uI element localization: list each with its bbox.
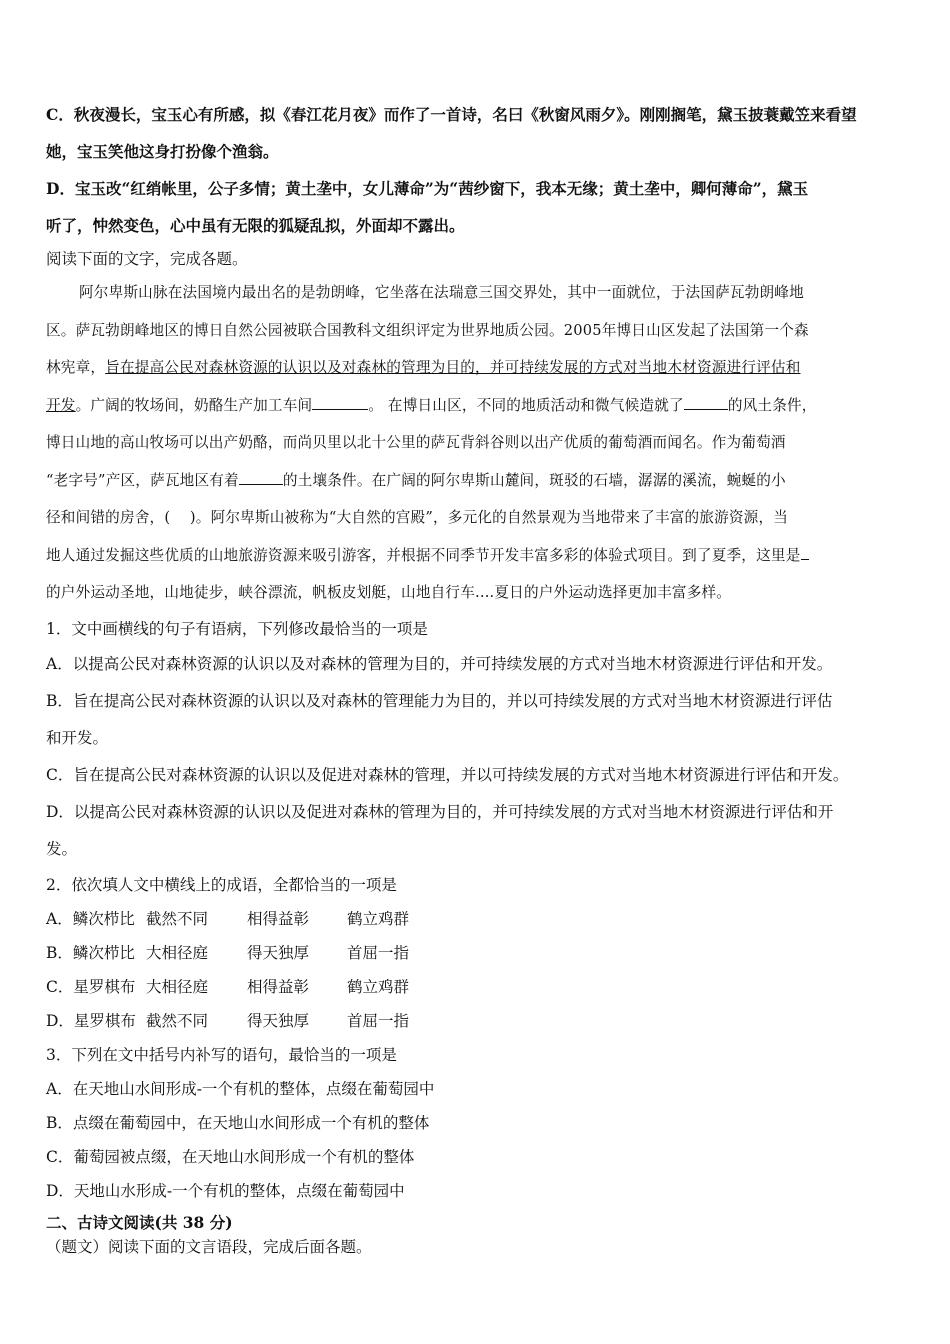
reading-passage bbox=[46, 274, 906, 612]
passage-text: 。 在博日山区，不同的地质活动和微气候造就了 bbox=[368, 396, 684, 414]
idiom: C．星罗棋布 bbox=[46, 977, 136, 996]
idiom: 截然不同 bbox=[146, 909, 209, 928]
question-3 bbox=[46, 1038, 906, 1208]
option-a bbox=[46, 902, 906, 936]
passage-line: 阿尔卑斯山脉在法国境内最出名的是勃朗峰，它坐落在法瑞意三国交界处，其中一面就位，于法国萨瓦勃朗峰地 bbox=[79, 284, 804, 301]
passage-line bbox=[46, 349, 906, 387]
passage-text: 。广阔的牧场间，奶酪生产加工车间 bbox=[75, 396, 313, 414]
underlined-sentence: 旨在提高公民对森林资源的认识以及对森林的管理为目的，并可持续发展的方式对当地木材资源进行评估和 bbox=[105, 359, 801, 376]
option-c: C．葡萄园被点缀，在天地山水间形成一个有机的整体 bbox=[46, 1147, 415, 1166]
idiom: D．星罗棋布 bbox=[46, 1011, 136, 1030]
fill-blank-2 bbox=[684, 395, 728, 410]
idiom: 得天独厚 bbox=[247, 943, 310, 962]
fill-blank-1 bbox=[312, 395, 368, 410]
idiom: 首屈一指 bbox=[347, 943, 410, 962]
option-a: A．以提高公民对森林资源的认识以及对森林的管理为目的，并可持续发展的方式对当地木材资源进行评估和开发。 bbox=[46, 654, 833, 673]
idiom: 大相径庭 bbox=[146, 977, 209, 996]
question-stem: 3．下列在文中括号内补写的语句，最恰当的一项是 bbox=[46, 1045, 397, 1064]
option-b bbox=[46, 936, 906, 970]
exam-page bbox=[46, 96, 906, 1259]
idiom: 相得益彰 bbox=[247, 977, 310, 996]
option-d bbox=[46, 1004, 906, 1038]
fill-blank-4 bbox=[801, 545, 809, 560]
option-b-cont: 和开发。 bbox=[46, 728, 109, 747]
passage-text: 林宪章， bbox=[46, 359, 106, 376]
option-b: B．旨在提高公民对森林资源的认识以及对森林的管理能力为目的，并以可持续发展的方式对当地木材资源进行评估 bbox=[46, 691, 833, 710]
passage-line: 的户外运动圣地，山地徒步，峡谷漂流，帆板皮划艇，山地自行车....夏日的户外运动选择更加丰富多样。 bbox=[46, 584, 732, 601]
passage-line: 径和间错的房舍，( )。阿尔卑斯山被称为“大自然的宫殿”，多元化的自然景观为当地带来了丰富的旅游资源，当 bbox=[46, 509, 789, 526]
prev-question-options bbox=[46, 96, 906, 244]
option-c-line1: C．秋夜漫长，宝玉心有所感，拟《春江花月夜》而作了一首诗，名曰《秋窗风雨夕》。刚刚搁笔，黛玉披蓑戴笠来看望 bbox=[46, 105, 857, 124]
passage-line: 区。萨瓦勃朗峰地区的博日自然公园被联合国教科文组织评定为世界地质公园。2005年博日山区发起了法国第一个森 bbox=[46, 321, 809, 339]
option-a: A．在天地山水间形成-一个有机的整体，点缀在葡萄园中 bbox=[46, 1079, 435, 1098]
reading-instruction: 阅读下面的文字，完成各题。 bbox=[46, 250, 248, 268]
idiom: 首屈一指 bbox=[347, 1011, 410, 1030]
fill-blank-3 bbox=[239, 470, 283, 485]
option-c: C．旨在提高公民对森林资源的认识以及促进对森林的管理，并以可持续发展的方式对当地木材资源进行评估和开发。 bbox=[46, 765, 849, 784]
passage-line bbox=[46, 387, 906, 425]
idiom: 相得益彰 bbox=[247, 909, 310, 928]
question-stem: 2．依次填人文中横线上的成语，全都恰当的一项是 bbox=[46, 875, 397, 894]
option-d: D．以提高公民对森林资源的认识以及促进对森林的管理为目的，并可持续发展的方式对当地木材资源进行评估和开 bbox=[46, 802, 834, 821]
option-d: D．天地山水形成-一个有机的整体，点缀在葡萄园中 bbox=[46, 1181, 405, 1200]
option-c-line2: 她，宝玉笑他这身打扮像个渔翁。 bbox=[46, 142, 279, 161]
section-heading: 二、古诗文阅读(共 38 分) bbox=[46, 1212, 233, 1232]
passage-line: 博日山地的高山牧场可以出产奶酪，而尚贝里以北十公里的萨瓦背斜谷则以出产优质的葡萄酒而闻名。作为葡萄酒 bbox=[46, 434, 786, 451]
option-d-line1: D．宝玉改“红绡帐里，公子多情；黄土垄中，女儿薄命”为“茜纱窗下，我本无缘；黄土垄中，卿何薄命”，黛玉 bbox=[46, 179, 809, 198]
option-c bbox=[46, 970, 906, 1004]
passage-text: 的土壤条件。在广阔的阿尔卑斯山麓间，斑驳的石墙，潺潺的溪流，蜿蜒的小 bbox=[282, 471, 786, 489]
idiom: 鹤立鸡群 bbox=[347, 909, 410, 928]
underlined-sentence-end: 开发 bbox=[46, 396, 76, 414]
idiom: 截然不同 bbox=[146, 1011, 209, 1030]
idiom: B．鳞次栉比 bbox=[46, 943, 135, 962]
idiom: A．鳞次栉比 bbox=[46, 909, 135, 928]
option-d-cont: 发。 bbox=[46, 839, 78, 858]
idiom: 得天独厚 bbox=[247, 1011, 310, 1030]
option-d-line2: 听了，忡然变色，心中虽有无限的狐疑乱拟，外面却不露出。 bbox=[46, 216, 465, 235]
question-2 bbox=[46, 868, 906, 1038]
passage-text: 地人通过发掘这些优质的山地旅游资源来吸引游客，并根据不同季节开发丰富多彩的体验式项目。到了夏季，这里是 bbox=[46, 546, 801, 564]
passage-line bbox=[46, 462, 906, 500]
passage-text: “老字号”产区，萨瓦地区有着 bbox=[46, 471, 239, 489]
idiom: 鹤立鸡群 bbox=[347, 977, 410, 996]
option-b: B．点缀在葡萄园中，在天地山水间形成一个有机的整体 bbox=[46, 1113, 430, 1132]
section-instruction: （题文）阅读下面的文言语段，完成后面各题。 bbox=[46, 1237, 372, 1256]
passage-text: 的风土条件， bbox=[727, 396, 817, 414]
passage-line bbox=[46, 537, 906, 575]
idiom: 大相径庭 bbox=[146, 943, 209, 962]
question-stem: 1．文中画横线的句子有语病，下列修改最恰当的一项是 bbox=[46, 619, 428, 638]
question-1 bbox=[46, 612, 906, 868]
